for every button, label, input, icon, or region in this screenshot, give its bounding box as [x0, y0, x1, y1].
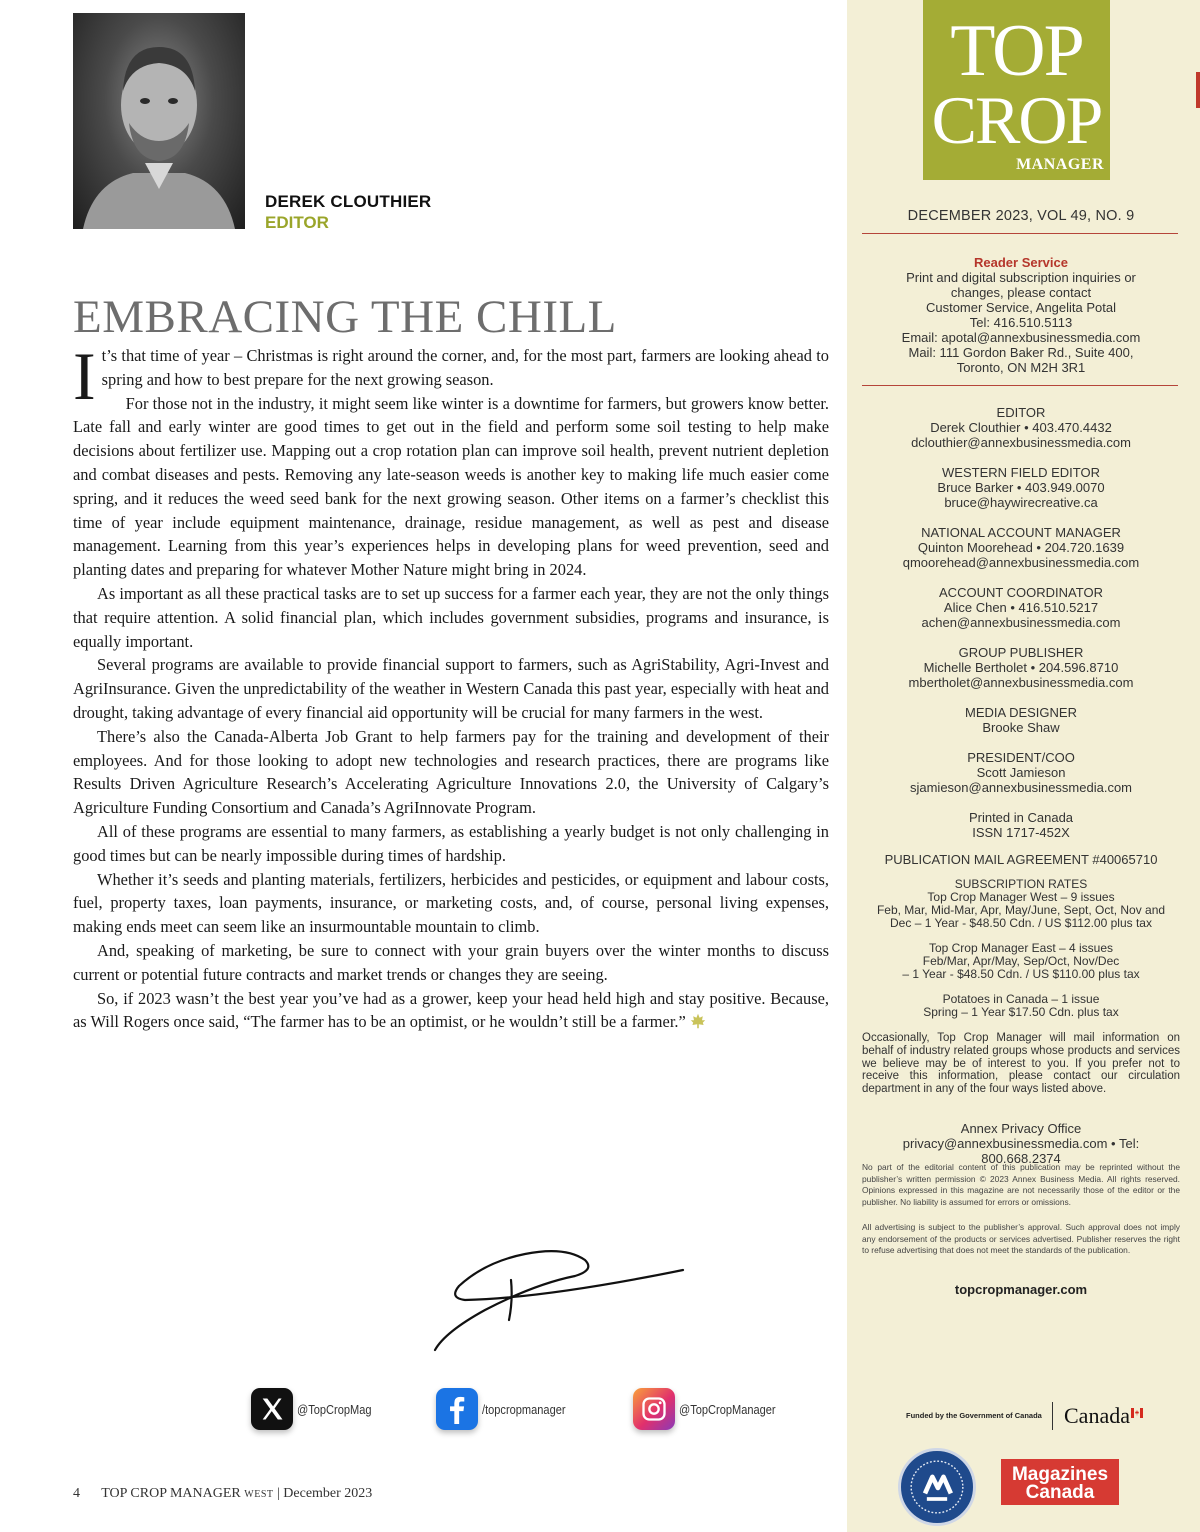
author-role: EDITOR	[265, 213, 329, 232]
editor-signature	[425, 1240, 690, 1355]
article-paragraph: So, if 2023 wasn’t the best year you’ve had as a grower, keep your head held high and stay positive. Because, as Will Rogers once said, “The farmer has to be an optimist, or he wouldn’t still be a farmer.”	[73, 988, 829, 1032]
funded-divider	[1052, 1402, 1053, 1430]
article-paragraph: For those not in the industry, it might seem like winter is a downtime for farmers, but growers know better. Late fall and early winter are good times to get out in the field and perform some soil testing to help make decisions about fertilizer use. Mapping out a crop rotation plan can improve soil health, prevent nutrient depletion and combat diseases and pests. Removing any late-season weeds is another key to making life much easier come spring, and it reduces the weed seed bank for the next growing season. Other items on a farmer’s checklist this time of year include equipment maintenance, drainage, residue management, as well as pest and disease management. Learning from this year’s experiences helps in developing plans for weed prevention, seed and planting dates and preparing for whatever Mother Nature might bring in 2024.	[73, 393, 829, 580]
cahl-compliant-seal-icon	[898, 1448, 976, 1526]
article-paragraph: All of these programs are essential to many farmers, as establishing a yearly budget is not only challenging in good times but can be nearly impossible during times of hardship.	[73, 821, 829, 865]
social-x[interactable]	[251, 1388, 385, 1430]
article-paragraph: There’s also the Canada-Alberta Job Grant to help farmers pay for the training and development of their employees. And for those looking to adopt new technologies and research practices, there are programs like Results Driven Agriculture Research’s Accelerating Agriculture Innovations 2.0, the University of Calgary’s Agriculture Funding Consortium and Canada’s AgriInnovate Program.	[73, 726, 829, 818]
footer-edition: WEST	[244, 1489, 274, 1500]
staff-entry: NATIONAL ACCOUNT MANAGER Quinton Moorehead • 204.720.1639 qmoorehead@annexbusinessmedia.com	[902, 525, 1140, 570]
page-number: 4	[73, 1486, 80, 1501]
staff-entry: GROUP PUBLISHER Michelle Bertholet • 204.596.8710 mbertholet@annexbusinessmedia.com	[908, 645, 1134, 690]
reader-service: Reader Service Print and digital subscription inquiries or changes, please contact Customer Service, Angelita Potal Tel: 416.510.5113 Email: apotal@annexbusinessmedia.com Mail: 111 Gordon Baker Rd., Suite 400, Toronto, ON M2H 3R1	[862, 255, 1180, 375]
canada-wordmark: Canada	[1064, 1403, 1130, 1428]
article-paragraph: As important as all these practical tasks are to set up success for a farmer each year, they are not the only things that require attention. A solid financial plan, which includes government subsidies, programs and insurance, is equally important.	[73, 583, 829, 651]
page-footer	[73, 1486, 372, 1502]
staff-entry: MEDIA DESIGNER Brooke Shaw	[965, 705, 1077, 735]
mail-agreement: PUBLICATION MAIL AGREEMENT #40065710	[884, 852, 1158, 867]
website-link[interactable]: topcropmanager.com	[954, 1282, 1088, 1297]
reader-service-heading: Reader Service	[974, 255, 1068, 270]
subscription-rates: SUBSCRIPTION RATES Top Crop Manager West – 9 issues Feb, Mar, Mid-Mar, Apr, May/June, Sept, Oct, Nov and Dec – 1 Year - $48.50 Cdn. / US $112.00 plus tax Top Crop Manager East – 4 issues Feb/Mar, Apr/May, Sep/Oct, Nov/Dec – 1 Year - $48.50 Cdn. / US $110.00 plus tax Potatoes in Canada – 1 issue Spring – 1 Year $17.50 Cdn. plus tax	[862, 878, 1180, 1019]
page-edge-tab	[1196, 72, 1200, 108]
x-handle[interactable]: @TopCropMag	[297, 1401, 372, 1417]
staff-list	[862, 405, 1180, 855]
copyright-notice: No part of the editorial content of this publication may be reprinted without the publisher’s written permission © 2023 Annex Business Media. All rights reserved. Opinions expressed in this magazine are not necessarily those of the editor or the publisher. No liability is assumed for errors or omissions.	[862, 1162, 1180, 1207]
issue-line: DECEMBER 2023, VOL 49, NO. 9	[907, 208, 1135, 224]
funded-by-label: Funded by the Government of Canada	[906, 1411, 1042, 1420]
facebook-logo-icon[interactable]	[436, 1388, 478, 1430]
subscription-heading: SUBSCRIPTION RATES	[954, 877, 1088, 891]
mail-notice: Occasionally, Top Crop Manager will mail information on behalf of industry related groups whose products and services we believe may be of interest to you. If you prefer not to receive this information, please contact our circulation department in any of the four ways listed above.	[862, 1032, 1180, 1096]
article-paragraph: Whether it’s seeds and planting materials, fertilizers, herbicides and pesticides, or equipment and labour costs, fuel, property taxes, loan payments, insurance, or marketing costs, and, of course, personal living expenses, making ends meet can seem like an insurmountable mountain to climb.	[73, 869, 829, 937]
article-body	[73, 338, 829, 1034]
staff-entry: EDITOR Derek Clouthier • 403.470.4432 dclouthier@annexbusinessmedia.com	[911, 405, 1131, 450]
footer-issue: | December 2023	[276, 1486, 373, 1501]
reader-service-email[interactable]: Email: apotal@annexbusinessmedia.com	[901, 330, 1141, 345]
social-instagram[interactable]	[633, 1388, 793, 1430]
divider-rule	[862, 385, 1178, 386]
print-info: Printed in Canada ISSN 1717-452X	[968, 810, 1074, 840]
article-paragraph: It’s that time of year – Christmas is right around the corner, and, for the most part, farmers are looking ahead to spring and how to best prepare for the next growing season.	[73, 338, 829, 414]
top-crop-manager-logo: TOP CROP MANAGER	[923, 0, 1110, 180]
instagram-logo-icon[interactable]	[633, 1388, 675, 1430]
instagram-handle[interactable]: @TopCropManager	[679, 1401, 776, 1417]
editor-photo	[73, 13, 245, 229]
article-paragraph: And, speaking of marketing, be sure to connect with your grain buyers over the winter months to discuss current or potential future contracts and market trends or changes they are seeing.	[73, 940, 829, 984]
article-paragraph: Several programs are available to provide financial support to farmers, such as AgriStability, Agri-Invest and AgriInsurance. Given the unpredictability of the weather in Western Canada this past year, especially with heat and drought, taking advantage of every financial aid opportunity will be crucial for many farmers in the west.	[73, 655, 829, 722]
divider-rule	[862, 233, 1178, 234]
canada-flag-icon	[1131, 1405, 1143, 1415]
privacy-office: Annex Privacy Office privacy@annexbusinessmedia.com • Tel: 800.668.2374	[902, 1121, 1140, 1166]
staff-entry: WESTERN FIELD EDITOR Bruce Barker • 403.949.0070 bruce@haywirecreative.ca	[937, 465, 1105, 510]
staff-entry: PRESIDENT/COO Scott Jamieson sjamieson@annexbusinessmedia.com	[909, 750, 1133, 795]
advertising-notice: All advertising is subject to the publisher’s approval. Such approval does not imply any endorsement of the products or services advertised. Publisher reserves the right to refuse advertising that does not meet the standards of the publication.	[862, 1222, 1180, 1255]
x-logo-icon[interactable]	[251, 1388, 293, 1430]
footer-publication: TOP CROP MANAGER	[101, 1486, 241, 1501]
maple-leaf-icon	[690, 1013, 706, 1029]
article-headline: EMBRACING THE CHILL	[73, 291, 617, 343]
social-facebook[interactable]	[436, 1388, 580, 1430]
staff-entry: ACCOUNT COORDINATOR Alice Chen • 416.510.5217 achen@annexbusinessmedia.com	[921, 585, 1121, 630]
author-name: DEREK CLOUTHIER	[265, 192, 432, 211]
facebook-handle[interactable]: /topcropmanager	[482, 1401, 566, 1417]
magazines-canada-logo: Magazines Canada	[1001, 1459, 1119, 1505]
drop-cap: I	[73, 338, 96, 414]
